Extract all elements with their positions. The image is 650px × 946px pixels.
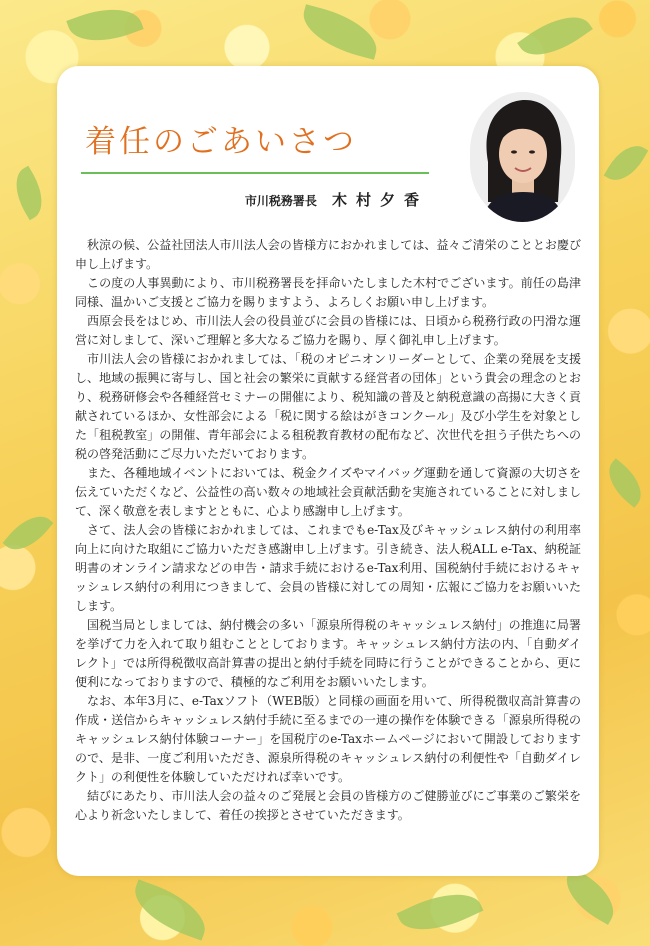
page-title: 着任のごあいさつ bbox=[85, 124, 357, 160]
decorative-leaf bbox=[297, 4, 384, 59]
paragraph: 国税当局としましては、納付機会の多い「源泉所得税のキャッシュレス納付」の推進に局署を挙げて力を入れて取り組むこととしております。キャッシュレス納付方法の内、「自動ダイレクト」では所得税徴収高計算書の提出と納付手続を同時に行うことができることから、更に便利になっておりますので、積極的なご利用をお願いいたします。 bbox=[75, 618, 581, 689]
decorative-leaf bbox=[604, 137, 649, 188]
greeting-body bbox=[75, 236, 581, 825]
author-portrait bbox=[470, 92, 575, 222]
decorative-leaf bbox=[3, 506, 54, 559]
author-line bbox=[0, 189, 428, 210]
decorative-leaf bbox=[66, 0, 143, 53]
paragraph: また、各種地域イベントにおいては、税金クイズやマイバッグ運動を通して資源の大切さを伝えていただくなど、公益性の高い数々の地域社会貢献活動を実施されていることに対しまして、深く敬意を表しますとともに、心より感謝申し上げます。 bbox=[75, 466, 581, 518]
decorative-leaf bbox=[517, 3, 593, 69]
author-role: 市川税務署長 bbox=[244, 194, 317, 208]
paragraph: 西原会長をはじめ、市川法人会の役員並びに会員の皆様には、日頃から税務行政の円滑な運営に対しまして、深いご理解と多大なるご協力を賜り、厚く御礼申し上げます。 bbox=[75, 314, 581, 347]
paragraph: 秋涼の候、公益社団法人市川法人会の皆様方におかれましては、益々ご清栄のこととお慶び申し上げます。 bbox=[75, 238, 581, 271]
author-name: 木村夕香 bbox=[331, 191, 428, 209]
paragraph: 結びにあたり、市川法人会の益々のご発展と会員の皆様方のご健勝並びにご事業のご繁栄を心より祈念いたしまして、着任の挨拶とさせていただきます。 bbox=[75, 789, 581, 822]
decorative-leaf bbox=[126, 879, 213, 940]
paragraph: 市川法人会の皆様におかれましては、「税のオピニオンリーダーとして、企業の発展を支援し、地域の振興に寄与し、国と社会の繁栄に貢献する経営者の団体」という貴会の理念のとおり、税務研修会や各種経営セミナーの開催により、税知識の普及と納税意識の高揚に大きく貢献されているほか、女性部会による「税に関する絵はがきコンクール」及び小学生を対象とした「租税教室」の開催、青年部会による租税教育教材の配布など、次世代を担う子供たちへの税の啓発活動にご尽力いただいております。 bbox=[75, 352, 581, 461]
title-underline bbox=[81, 172, 429, 174]
paragraph: さて、法人会の皆様におかれましては、これまでもe-Tax及びキャッシュレス納付の利用率向上に向けた取組にご協力いただき感謝申し上げます。引き続き、法人税ALL e-Tax、納税証明書のオンライン請求などの申告・請求手続におけるe-Tax利用、国税納付手続におけるキャッシュレス納付の利用につきまして、会員の皆様に対しての周知・広報にご協力をお願いいたします。 bbox=[75, 523, 581, 613]
paragraph: なお、本年3月に、e-Taxソフト（WEB版）と同様の画面を用いて、所得税徴収高計算書の作成・送信からキャッシュレス納付手続に至るまでの一連の操作を体験できる「源泉所得税のキャッシュレス納付体験コーナー」を国税庁のe-Taxホームページにおいて開設しておりますので、是非、一度ご利用いただき、源泉所得税のキャッシュレス納付の利便性や「自動ダイレクト」の利便性を体験していただければ幸いです。 bbox=[75, 694, 581, 784]
paragraph: この度の人事異動により、市川税務署長を拝命いたしました木村でございます。前任の島津同様、温かいご支援とご協力を賜りますよう、よろしくお願い申し上げます。 bbox=[75, 276, 581, 309]
decorative-leaf bbox=[599, 458, 650, 507]
decorative-leaf bbox=[397, 880, 484, 945]
